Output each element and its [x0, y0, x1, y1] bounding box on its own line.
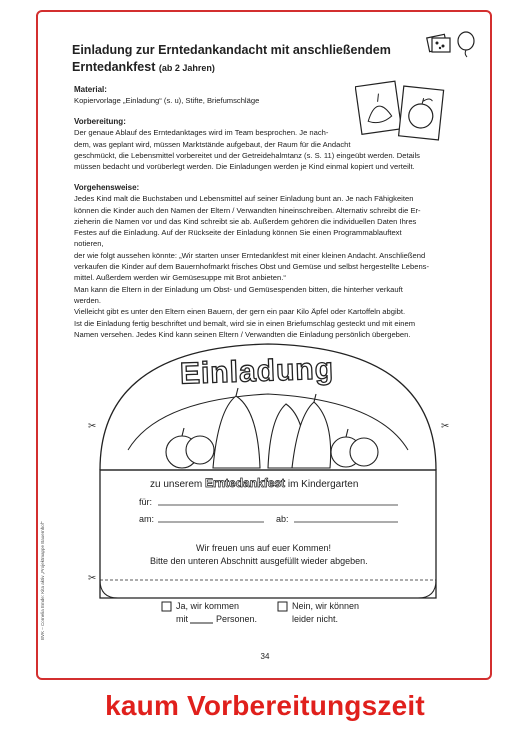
- invite-prefix: zu unserem: [150, 479, 203, 490]
- invite-line: [150, 476, 358, 490]
- procedure-section: [74, 182, 430, 340]
- scissors-icon: ✂: [88, 421, 97, 432]
- procedure-line: Festes auf die Einladung. Auf der Rückseite der Einladung können Sie einen Programmablauftext notieren,: [74, 228, 402, 249]
- preparation-line: Der genaue Ablauf des Erntedanktages wird im Team besprochen. Je nach-: [74, 128, 329, 138]
- invite-suffix: im Kindergarten: [287, 479, 359, 490]
- no-checkbox: [278, 602, 287, 611]
- page-number: 34: [260, 652, 270, 661]
- scissors-icon: ✂: [88, 573, 97, 584]
- age-note: (ab 2 Jahren): [158, 63, 215, 73]
- yes-checkbox: [162, 602, 171, 611]
- materials-icon: [426, 30, 482, 58]
- banner-title: Einladung: [179, 352, 335, 391]
- scissors-icon: ✂: [441, 421, 450, 432]
- am-label: am:: [139, 514, 155, 524]
- procedure-heading: Vorgehensweise:: [74, 183, 140, 192]
- preparation-heading: Vorbereitung:: [74, 117, 126, 126]
- preparation-line: geschmückt, die Lebensmittel vorbereitet und der Getreidehalmtanz (s. S. 11) eingeübt werden. Details: [74, 150, 420, 160]
- message-line-1: Wir freuen uns auf euer Kommen!: [196, 543, 332, 553]
- fest-word: Erntedankfest: [205, 476, 286, 490]
- title-line-2: Erntedankfest: [72, 60, 156, 74]
- material-heading: Material:: [74, 85, 107, 94]
- side-credit: BVK – Cornelia Emde: Kita aktiv „Projektmappe Bauernhof“: [40, 521, 45, 640]
- preparation-line: dem, was geplant wird, müssen Marktstände aufgebaut, der Raum für die Andacht: [74, 139, 351, 149]
- material-text: Kopiervorlage „Einladung“ (s. u), Stifte, Briefumschläge: [74, 96, 260, 106]
- procedure-line: mittel. Außerdem werden wir Gemüsesuppe mit Brot anbieten.“: [74, 273, 286, 283]
- yes-mit: mit: [176, 614, 188, 624]
- procedure-line: Jedes Kind malt die Buchstaben und Lebensmittel auf seiner Einladung bunt an. Je nach Fähigkeiten: [74, 194, 414, 204]
- ab-label: ab:: [276, 514, 289, 524]
- preparation-line: müssen bedacht und vorüberlegt werden. Die Einladungen werden je Kind einmal kopiert und verteilt.: [74, 162, 415, 172]
- yes-persons: Personen.: [216, 614, 258, 624]
- procedure-line: Ist die Einladung fertig beschriftet und bemalt, wird sie in einen Briefumschlag gesteckt und mit einem: [74, 318, 416, 328]
- material-section: [74, 84, 430, 107]
- procedure-line: der wie folgt aussehen könnte: „Wir starten unser Erntedankfest mit einer kleinen Andacht. Anschließend: [74, 250, 426, 260]
- procedure-line: Vielleicht gibt es unter den Eltern einen Bauern, der gern ein paar Kilo Äpfel oder Kartoffeln abgibt.: [74, 307, 406, 317]
- procedure-line: zieherin die Namen vor und das Kind schreibt sie ab. Außerdem gehören die individuellen Daten Ihres: [74, 216, 417, 226]
- page-title: [72, 42, 402, 77]
- procedure-line: verkaufen die Kinder auf dem Bauernhofmarkt frisches Obst und Gemüse und selbst hergestellte Lebens-: [74, 262, 429, 272]
- procedure-line: Man kann die Eltern in der Einladung um Obst- und Gemüsespenden bitten, die hinterher verkauft werden.: [74, 284, 403, 305]
- no-label-2: leider nicht.: [292, 614, 339, 624]
- title-line-1: Einladung zur Erntedankandacht mit anschließendem: [72, 43, 391, 57]
- no-label: Nein, wir können: [292, 601, 360, 611]
- preparation-section: [74, 116, 430, 172]
- yes-label: Ja, wir kommen: [176, 601, 240, 611]
- message-line-2: Bitte den unteren Abschnitt ausgefüllt wieder abgeben.: [150, 556, 368, 566]
- procedure-line: Namen versehen. Jedes Kind kann seinen Eltern / Verwandten die Einladung persönlich übergeben.: [74, 329, 411, 339]
- procedure-line: können die Kinder auch den Namen der Eltern / Verwandten hineinschreiben. Alternativ schreibt die Er-: [74, 205, 421, 215]
- footer-banner: kaum Vorbereitungszeit: [105, 690, 425, 721]
- fuer-label: für:: [139, 497, 153, 507]
